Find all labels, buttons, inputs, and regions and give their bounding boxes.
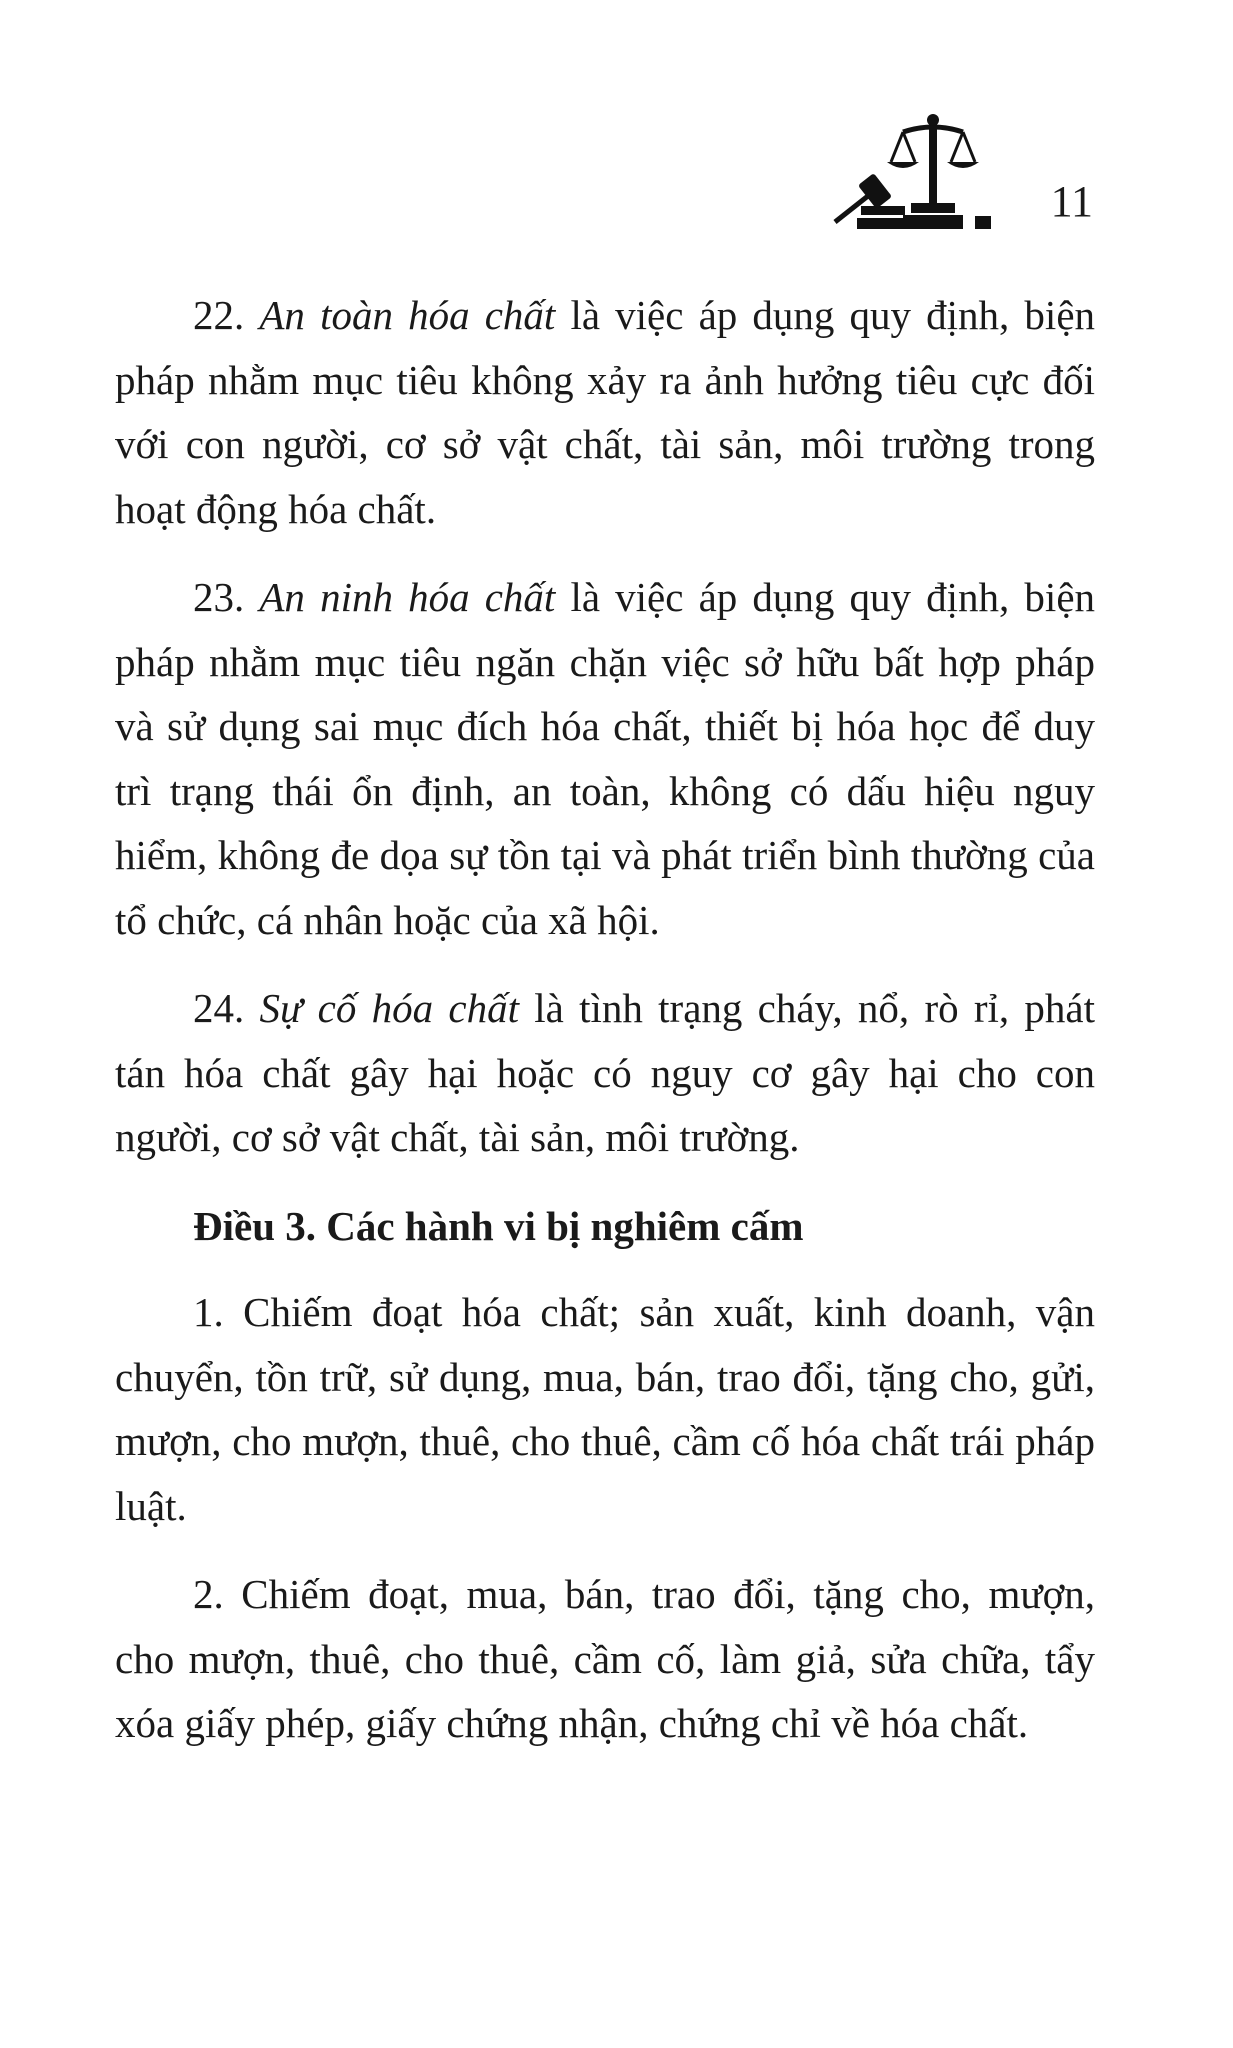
item-number: 23. bbox=[193, 574, 245, 620]
item-number: 24. bbox=[193, 985, 245, 1031]
page-header bbox=[833, 110, 1093, 240]
definition-24 bbox=[115, 976, 1095, 1170]
definition-text: là tình trạng cháy, nổ, rò rỉ, phát tán hóa chất gây hại hoặc có nguy cơ gây hại cho con người, cơ sở vật chất, tài sản, môi trường. bbox=[115, 985, 1096, 1160]
defined-term: An ninh hóa chất bbox=[259, 574, 556, 620]
page-number: 11 bbox=[1050, 177, 1093, 226]
defined-term: Sự cố hóa chất bbox=[259, 985, 519, 1031]
definition-text: là việc áp dụng quy định, biện pháp nhằm mục tiêu ngăn chặn việc sở hữu bất hợp pháp và sử dụng sai mục đích hóa chất, thiết bị hóa học để duy trì trạng thái ổn định, an toàn, không có dấu hiệu nguy hiểm, không đe dọa sự tồn tại và phát triển bình thường của tổ chức, cá nhân hoặc của xã hội. bbox=[115, 574, 1096, 943]
scales-of-justice-and-gavel-icon bbox=[833, 110, 1033, 235]
item-number: 22. bbox=[193, 292, 245, 338]
page-body bbox=[115, 283, 1095, 1780]
defined-term: An toàn hóa chất bbox=[259, 292, 556, 338]
article-heading: Điều 3. Các hành vi bị nghiêm cấm bbox=[193, 1202, 804, 1249]
prohibited-act-2: 2. Chiếm đoạt, mua, bán, trao đổi, tặng cho, mượn, cho mượn, thuê, cho thuê, cầm cố, làm giả, sửa chữa, tẩy xóa giấy phép, giấy chứng nhận, chứng chỉ về hóa chất. bbox=[115, 1571, 1095, 1746]
definition-23 bbox=[115, 565, 1095, 952]
prohibited-act-1: 1. Chiếm đoạt hóa chất; sản xuất, kinh doanh, vận chuyển, tồn trữ, sử dụng, mua, bán, trao đổi, tặng cho, gửi, mượn, cho mượn, thuê, cho thuê, cầm cố hóa chất trái pháp luật. bbox=[115, 1289, 1095, 1529]
definition-text: là việc áp dụng quy định, biện pháp nhằm mục tiêu không xảy ra ảnh hưởng tiêu cực đối với con người, cơ sở vật chất, tài sản, môi trường trong hoạt động hóa chất. bbox=[115, 292, 1096, 532]
definition-22 bbox=[115, 283, 1095, 541]
